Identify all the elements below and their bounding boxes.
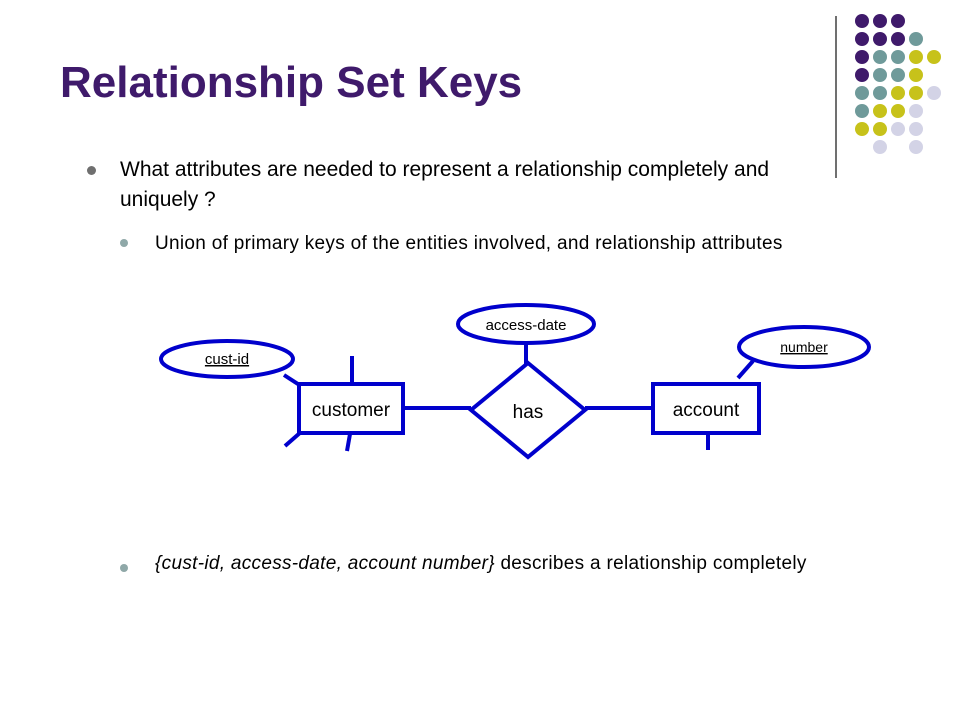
entity-customer: customer — [311, 400, 391, 421]
sub-bullet-text-key-set — [155, 549, 885, 578]
attribute-access-date: access-date — [485, 317, 567, 334]
slide-title: Relationship Set Keys — [60, 58, 523, 107]
entity-account: account — [672, 400, 740, 421]
sub-bullet-text-union: Union of primary keys of the entities involved, and relationship attributes — [155, 233, 783, 254]
attribute-cust-id: cust-id — [204, 351, 250, 368]
relationship-has: has — [512, 402, 544, 423]
bullet-text-main: What attributes are needed to represent a relationship completely and uniquely ? — [120, 158, 770, 211]
key-set-italic: {cust-id, access-date, account number} — [155, 553, 495, 574]
key-set-description: describes a relationship completely — [494, 553, 807, 574]
attribute-number: number — [780, 339, 828, 355]
sub-bullet-marker — [120, 564, 128, 572]
